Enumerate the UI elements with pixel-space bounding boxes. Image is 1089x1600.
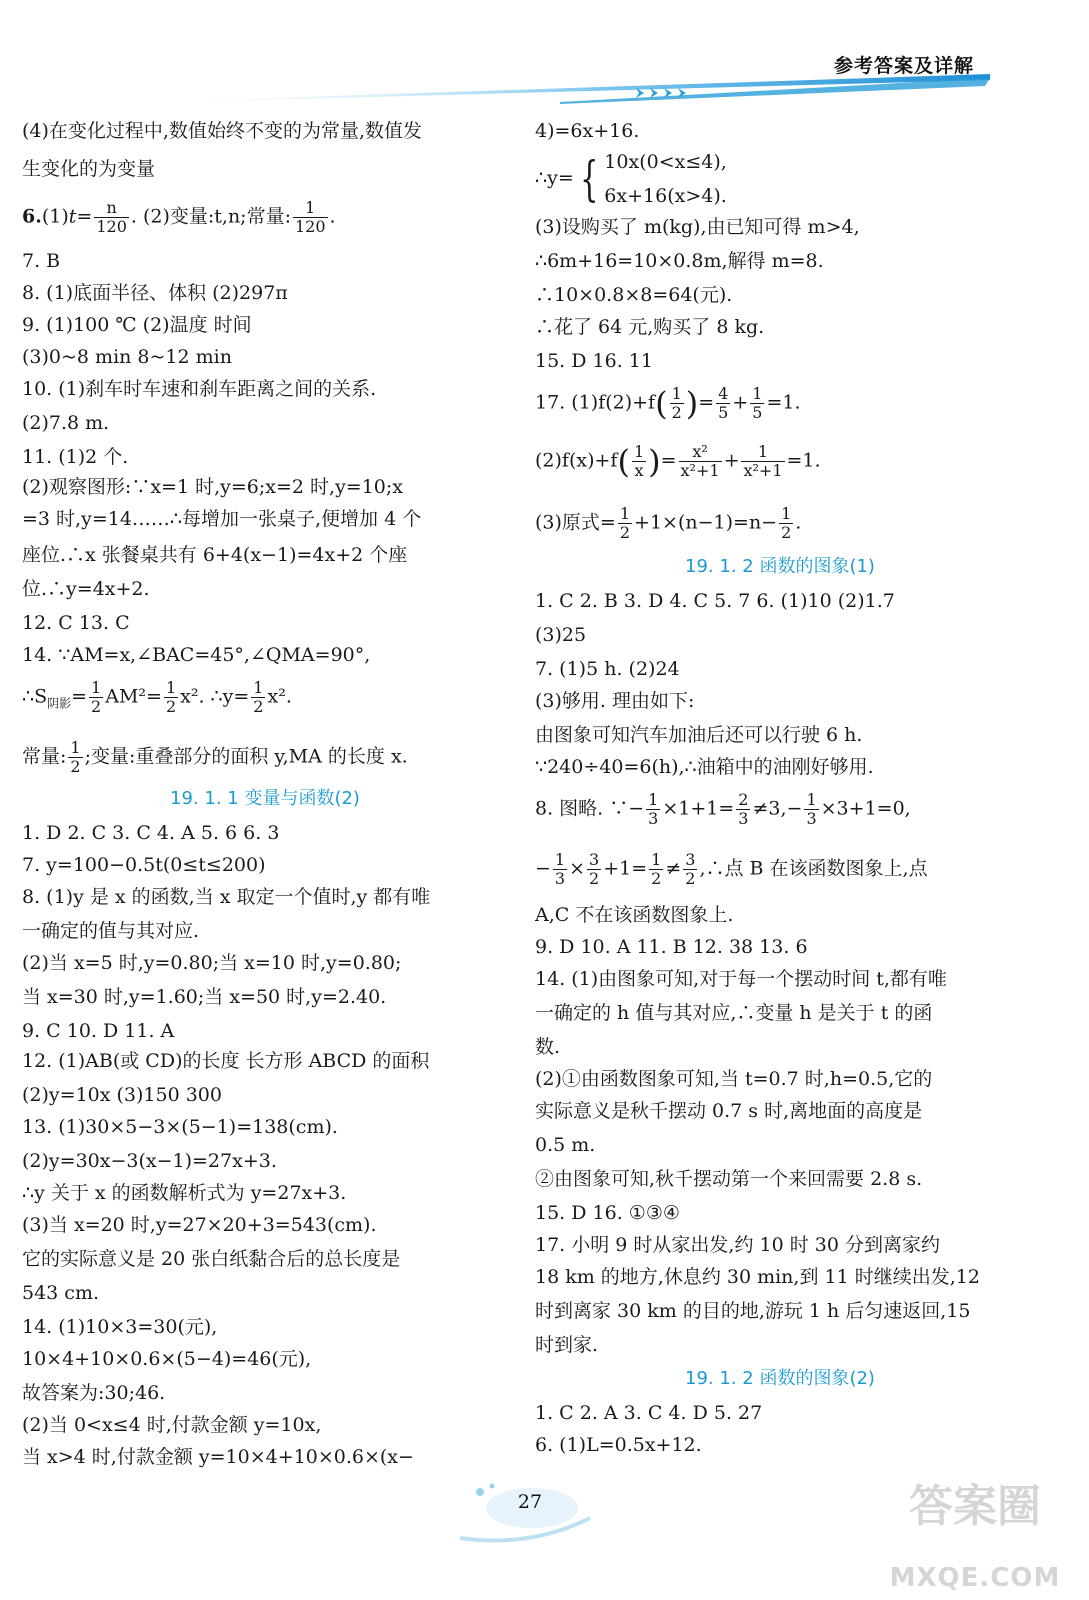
denominator: 2: [619, 523, 631, 542]
fraction: [632, 443, 646, 480]
numerator: n: [94, 199, 129, 218]
section-heading: 19. 1. 2 函数的图象(1): [685, 556, 875, 577]
numerator: x²: [679, 443, 722, 462]
numerator: 1: [165, 678, 177, 697]
numerator: 1: [293, 199, 328, 218]
text-line: 10×4+10×0.6×(5−4)=46(元),: [22, 1348, 312, 1370]
numerator: 1: [253, 678, 264, 697]
text-line: 1. D 2. C 3. C 4. A 5. 6 6. 3: [22, 822, 280, 844]
text-line: 14. (1)10×3=30(元),: [22, 1316, 218, 1338]
text-line: 1. C 2. A 3. C 4. D 5. 27: [535, 1402, 763, 1424]
text-line: 543 cm.: [22, 1282, 100, 1304]
text-line: ∴6m+16=10×0.8m,解得 m=8.: [535, 250, 824, 272]
numerator: 3: [589, 850, 600, 869]
denominator: 2: [671, 403, 682, 422]
subscript: 阴影: [47, 696, 72, 711]
denominator: 5: [752, 403, 763, 422]
numerator: 1: [806, 790, 817, 809]
text-line: 当 x>4 时,付款金额 y=10×4+10×0.6×(x−: [22, 1446, 414, 1468]
numerator: 1: [651, 850, 662, 869]
fraction: [89, 679, 103, 716]
text-line: 8. (1)底面半径、体积 (2)297π: [22, 282, 288, 304]
numerator: 1: [781, 504, 792, 523]
text: =1.: [766, 391, 801, 414]
text: AM²=: [105, 685, 162, 708]
text-line: 数.: [535, 1036, 561, 1058]
text: x².: [267, 685, 292, 708]
text-line: 4)=6x+16.: [535, 120, 640, 142]
numerator: 1: [741, 443, 784, 462]
cases: [604, 145, 727, 213]
text-line: 它的实际意义是 20 张白纸黏合后的总长度是: [22, 1248, 401, 1270]
denominator: 2: [781, 523, 792, 542]
piecewise-function: [535, 145, 1025, 213]
paren-close-icon: ): [648, 442, 661, 481]
answer-17-2: [535, 443, 1025, 480]
denominator: 3: [738, 809, 749, 828]
answer-17-1: [535, 385, 1025, 422]
text-line: =3 时,y=14……∴每增加一张桌子,便增加 4 个: [22, 508, 422, 530]
answer-14-area: [22, 679, 508, 716]
text-line: (3)当 x=20 时,y=27×20+3=543(cm).: [22, 1214, 377, 1236]
text-line: (3)设购买了 m(kg),由已知可得 m>4,: [535, 216, 860, 238]
text-line: 8. (1)y 是 x 的函数,当 x 取定一个值时,y 都有唯: [22, 886, 431, 908]
text-line: ∴花了 64 元,购买了 8 kg.: [535, 316, 765, 338]
text-line: 生变化的为变量: [22, 158, 156, 180]
text-line: (2)①由函数图象可知,当 t=0.7 时,h=0.5,它的: [535, 1068, 933, 1090]
text: ×1+1=: [662, 797, 735, 820]
fraction: [750, 385, 764, 422]
text-line: (2)7.8 m.: [22, 412, 110, 434]
text: +: [723, 449, 740, 472]
text-line: 9. D 10. A 11. B 12. 38 13. 6: [535, 936, 808, 958]
denominator: 5: [718, 403, 729, 422]
text: ∴S: [22, 685, 48, 708]
text-line: 一确定的 h 值与其对应,∴变量 h 是关于 t 的函: [535, 1002, 933, 1024]
denominator: 3: [554, 869, 566, 888]
fraction: [618, 505, 632, 542]
text-line: 15. D 16. ①③④: [535, 1202, 680, 1224]
text: ∴y=: [535, 167, 574, 189]
fraction: [553, 851, 567, 888]
text-line: 9. (1)100 ℃ (2)温度 时间: [22, 314, 252, 336]
text-line: 12. C 13. C: [22, 612, 130, 634]
numerator: 1: [91, 678, 102, 697]
text: (3)原式=: [535, 511, 616, 534]
answer-14-constants: [22, 739, 508, 776]
text-line: 1. C 2. B 3. D 4. C 5. 7 6. (1)10 (2)1.7: [535, 590, 895, 612]
denominator: 120: [294, 217, 326, 236]
paren-close-icon: ): [685, 384, 699, 423]
text-line: ∴10×0.8×8=64(元).: [535, 284, 733, 306]
text: (2)f(x)+f: [535, 449, 618, 472]
section-heading: 19. 1. 2 函数的图象(2): [685, 1368, 875, 1389]
answer-6: [22, 199, 508, 236]
text: =: [71, 685, 88, 708]
denominator: 2: [253, 697, 264, 716]
text-line: 13. (1)30×5−3×(5−1)=138(cm).: [22, 1116, 338, 1138]
text-line: 0.5 m.: [535, 1134, 596, 1156]
text-line: 时到家.: [535, 1334, 599, 1356]
fraction: [679, 443, 722, 480]
fraction: [804, 791, 818, 828]
text-line: (3)够用. 理由如下:: [535, 690, 695, 712]
answer-17-3: [535, 505, 1025, 542]
text: −: [535, 857, 551, 880]
fraction: [251, 679, 265, 716]
denominator: 2: [685, 869, 696, 888]
text: =: [660, 449, 677, 472]
text-line: 座位.∴x 张餐桌共有 6+4(x−1)=4x+2 个座: [22, 544, 408, 566]
text-line: 7. y=100−0.5t(0≤t≤200): [22, 854, 266, 876]
text-line: 14. ∵AM=x,∠BAC=45°,∠QMA=90°,: [22, 644, 371, 666]
page-header: [0, 0, 1089, 110]
header-title: 参考答案及详解: [833, 55, 974, 77]
text-line: 14. (1)由图象可知,对于每一个摆动时间 t,都有唯: [535, 968, 947, 990]
text: =: [698, 391, 715, 414]
text-line: (2)观察图形:∵x=1 时,y=6;x=2 时,y=10;x: [22, 476, 404, 498]
text-line: ∴y 关于 x 的函数解析式为 y=27x+3.: [22, 1182, 347, 1204]
fraction: [646, 791, 660, 828]
denominator: 2: [165, 697, 177, 716]
text: .: [329, 205, 336, 228]
text-line: 7. B: [22, 250, 61, 272]
watermark-logo: 答案圈: [909, 1481, 1041, 1532]
text-line: 实际意义是秋千摆动 0.7 s 时,离地面的高度是: [535, 1100, 923, 1122]
text: 17. (1)f(2)+f: [535, 391, 656, 414]
text: (1): [41, 205, 69, 228]
numerator: 1: [671, 384, 682, 403]
text-line: 18 km 的地方,休息约 30 min,到 11 时继续出发,12: [535, 1266, 980, 1288]
text-line: 12. (1)AB(或 CD)的长度 长方形 ABCD 的面积: [22, 1050, 430, 1072]
fraction: [736, 791, 750, 828]
text: . (2)变量:t,n;常量:: [130, 205, 291, 228]
fraction: [587, 851, 601, 888]
text-line: (2)当 x=5 时,y=0.80;当 x=10 时,y=0.80;: [22, 952, 402, 974]
denominator: 120: [96, 217, 127, 236]
answer-8-cont: [535, 851, 1025, 888]
case-1: 10x(0<x≤4),: [604, 151, 727, 173]
fraction: [779, 505, 793, 542]
watermark-text: MXQE.COM: [889, 1563, 1061, 1593]
text: ×: [569, 857, 586, 880]
text-line: 故答案为:30;46.: [22, 1382, 166, 1404]
fraction: [293, 199, 328, 236]
text-line: 位.∴y=4x+2.: [22, 578, 150, 600]
numerator: 4: [718, 384, 729, 403]
denominator: 3: [806, 809, 817, 828]
text-line: ∵240÷40=6(h),∴油箱中的油刚好够用.: [535, 756, 874, 778]
denominator: 2: [651, 869, 662, 888]
paren-open-icon: (: [617, 442, 630, 481]
text-line: 11. (1)2 个.: [22, 446, 129, 468]
numerator: 1: [70, 738, 81, 757]
numerator: 2: [738, 790, 749, 809]
denominator: x²+1: [743, 461, 783, 480]
text-line: 6. (1)L=0.5x+12.: [535, 1434, 702, 1456]
text-line: (2)y=30x−3(x−1)=27x+3.: [22, 1150, 277, 1172]
text: ,∴点 B 在该函数图象上,点: [699, 857, 928, 880]
fraction: [68, 739, 82, 776]
text-line: 17. 小明 9 时从家出发,约 10 时 30 分到离家约: [535, 1234, 940, 1256]
text-line: A,C 不在该函数图象上.: [535, 904, 734, 926]
text: +1=: [603, 857, 648, 880]
text-line: (3)0~8 min 8~12 min: [22, 346, 232, 368]
text: =1.: [786, 449, 821, 472]
fraction: [683, 851, 697, 888]
denominator: x²+1: [680, 461, 720, 480]
text: ×3+1=0,: [820, 797, 911, 820]
numerator: 1: [752, 384, 763, 403]
numerator: 1: [633, 442, 645, 461]
text-line: 15. D 16. 11: [535, 350, 653, 372]
text: 常量:: [22, 745, 67, 768]
text-line: 当 x=30 时,y=1.60;当 x=50 时,y=2.40.: [22, 986, 387, 1008]
text-line: 10. (1)刹车时车速和刹车距离之间的关系.: [22, 378, 377, 400]
denominator: 3: [648, 809, 659, 828]
fraction: [649, 851, 663, 888]
denominator: 2: [70, 757, 81, 776]
left-brace-icon: {: [579, 151, 599, 207]
numerator: 3: [685, 850, 696, 869]
text: ≠3,−: [752, 797, 803, 820]
denominator: 2: [91, 697, 102, 716]
case-2: 6x+16(x>4).: [604, 185, 727, 207]
denominator: 2: [589, 869, 600, 888]
fraction: [164, 679, 178, 716]
text: .: [795, 511, 802, 534]
fraction: [94, 199, 129, 236]
text-line: 由图象可知汽车加油后还可以行驶 6 h.: [535, 724, 863, 746]
text-line: 7. (1)5 h. (2)24: [535, 658, 680, 680]
numerator: 1: [554, 850, 566, 869]
text-line: (2)y=10x (3)150 300: [22, 1084, 222, 1106]
text: 8. 图略. ∵−: [535, 797, 645, 820]
text-line: (4)在变化过程中,数值始终不变的为常量,数值发: [22, 120, 422, 142]
fraction: [670, 385, 684, 422]
text-line: 一确定的值与其对应.: [22, 920, 200, 942]
section-heading: 19. 1. 1 变量与函数(2): [170, 788, 360, 809]
fraction: [716, 385, 730, 422]
question-number: 6.: [22, 205, 42, 228]
text-line: 时到离家 30 km 的目的地,游玩 1 h 后匀速返回,15: [535, 1300, 971, 1322]
denominator: x: [634, 461, 644, 480]
text: ;变量:重叠部分的面积 y,MA 的长度 x.: [84, 745, 408, 768]
numerator: 1: [648, 790, 659, 809]
text: ≠: [665, 857, 682, 880]
text: +1×(n−1)=n−: [634, 511, 778, 534]
text: +: [732, 391, 749, 414]
answer-8: [535, 791, 1025, 828]
text-line: (2)当 0<x≤4 时,付款金额 y=10x,: [22, 1414, 322, 1436]
text-line: 9. C 10. D 11. A: [22, 1020, 175, 1042]
numerator: 1: [619, 504, 631, 523]
text: t=: [68, 205, 93, 228]
paren-open-icon: (: [655, 384, 668, 423]
text-line: ②由图象可知,秋千摆动第一个来回需要 2.8 s.: [535, 1168, 923, 1190]
text: x². ∴y=: [180, 685, 250, 708]
fraction: [741, 443, 784, 480]
text-line: (3)25: [535, 624, 587, 646]
page-number: 27: [517, 1491, 543, 1513]
watermark: [880, 1481, 1070, 1593]
